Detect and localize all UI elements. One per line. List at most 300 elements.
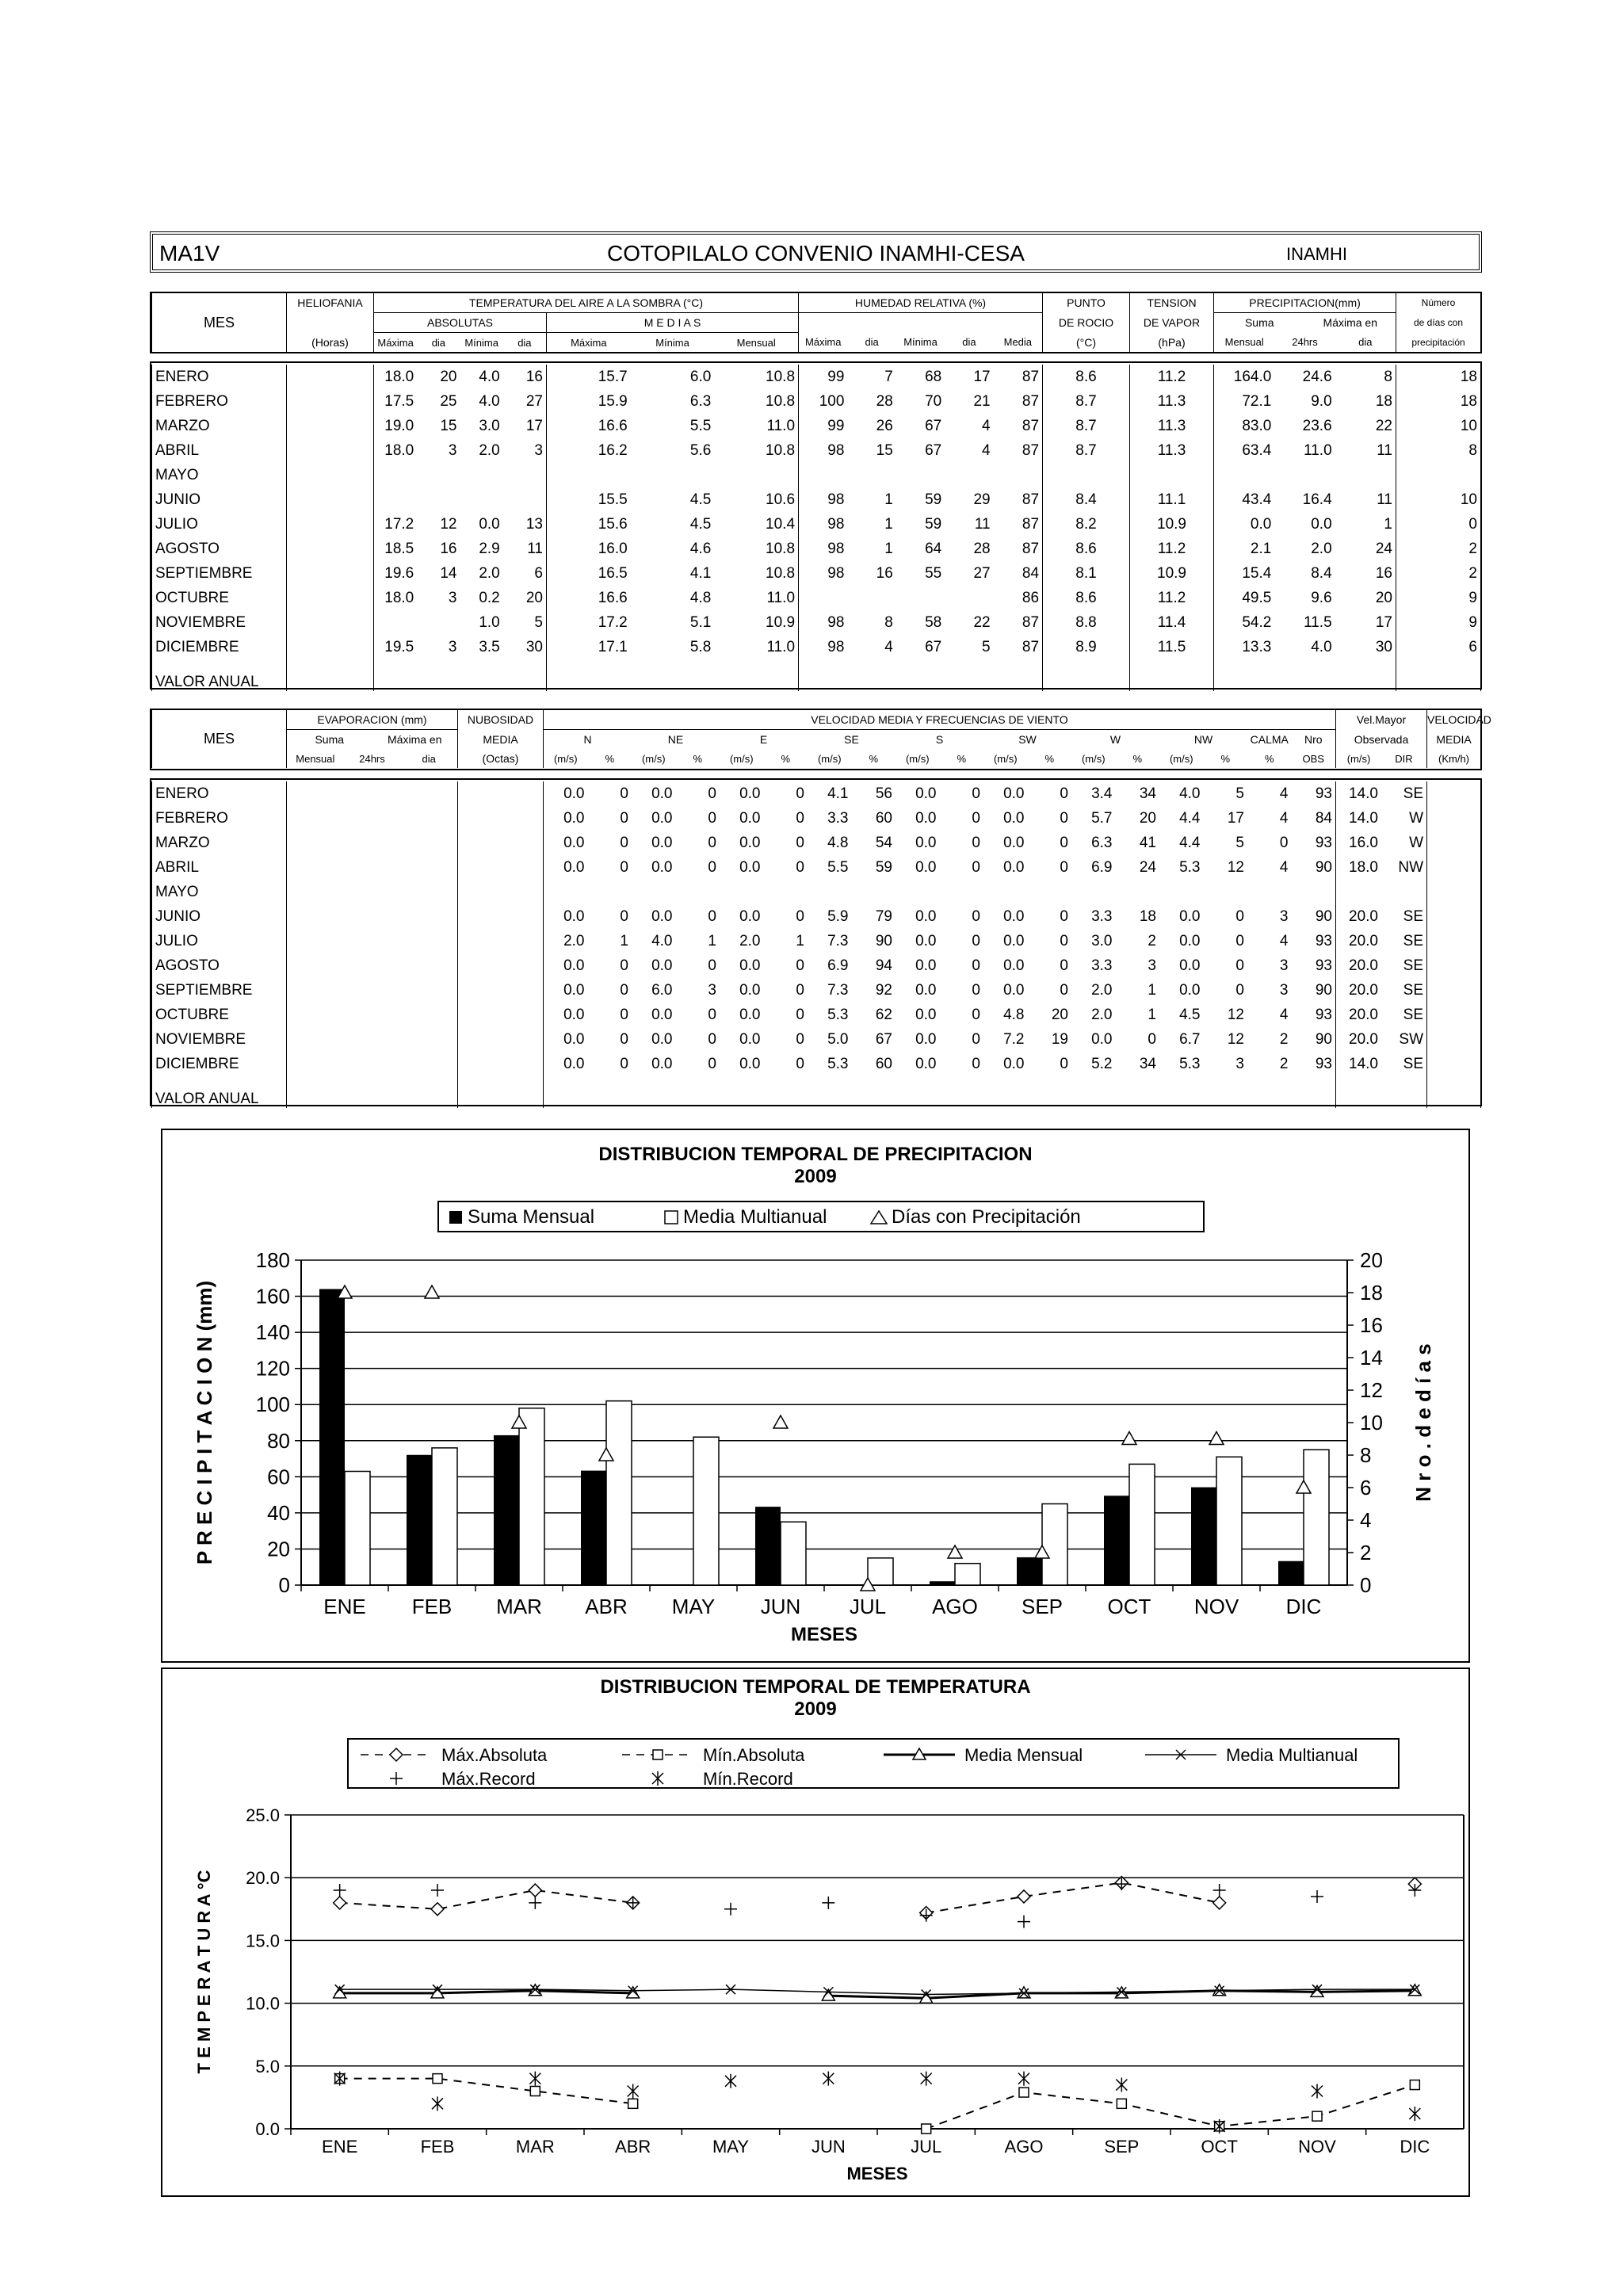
- data-cell: [1214, 487, 1396, 512]
- legend-marker: [653, 1750, 663, 1759]
- bar-suma-mensual: [1017, 1557, 1042, 1585]
- data-cell: [374, 512, 547, 537]
- cell-value: 4: [884, 638, 893, 655]
- cell-value: 16.5: [598, 564, 628, 582]
- cell-value: 17.2: [384, 515, 414, 533]
- data-cell: [287, 1052, 458, 1076]
- cell-value: 0.0: [915, 1055, 937, 1072]
- t2-velmayor-h2: Observada: [1336, 730, 1427, 750]
- cell-value: 4.1: [689, 564, 712, 582]
- data-cell: [1043, 365, 1130, 389]
- t1-precip-suma: Suma: [1244, 316, 1274, 330]
- t2-vm-dir: DIR: [1395, 752, 1413, 765]
- cell-value: 99: [827, 368, 845, 385]
- wind-unit-header: (m/s): [993, 752, 1018, 765]
- data-cell: [287, 904, 458, 929]
- data-cell: [547, 610, 799, 635]
- data-cell: [1043, 537, 1130, 561]
- data-cell: [1214, 365, 1396, 389]
- cell-value: 2: [1148, 932, 1156, 949]
- cell-value: 20: [440, 368, 457, 385]
- x-tick-label: AGO: [1004, 2137, 1044, 2157]
- data-cell: [799, 389, 1043, 414]
- anual-cell: [1214, 659, 1396, 691]
- cell-value: 30: [1375, 638, 1392, 655]
- anual-cell: [287, 1076, 458, 1108]
- table-row: [152, 1076, 1481, 1108]
- t1-tsub-6: Mensual: [736, 336, 776, 349]
- cell-value: 9: [1468, 589, 1477, 606]
- cell-value: 2.0: [739, 932, 761, 949]
- wind-dir-header: SW: [1018, 733, 1037, 746]
- data-cell: [287, 929, 458, 953]
- cell-value: 59: [875, 858, 892, 876]
- legend-swatch-suma: [449, 1211, 462, 1224]
- anual-cell: [374, 659, 547, 691]
- cell-value: 8.6: [1075, 368, 1097, 385]
- table-row: [152, 610, 1481, 635]
- cell-value: 11.1: [1157, 491, 1186, 508]
- data-cell: [1130, 586, 1214, 610]
- data-cell: [1130, 635, 1214, 659]
- y2-tick-label: 12: [1360, 1378, 1383, 1402]
- wind-unit-header: %: [1044, 752, 1055, 765]
- cell-value: 0.0: [651, 1006, 673, 1023]
- x-axis-label: MESES: [790, 1624, 858, 1645]
- cell-value: 1: [884, 491, 893, 508]
- data-cell: [799, 635, 1043, 659]
- cell-value: 16.4: [1302, 491, 1332, 508]
- cell-value: 10.8: [766, 564, 796, 582]
- t1-tsub-5: Mínima: [655, 336, 689, 349]
- data-cell: [287, 978, 458, 1003]
- cell-value: 20.0: [1349, 981, 1378, 999]
- table-row: [152, 487, 1481, 512]
- cell-value: 15.9: [598, 392, 628, 410]
- cell-value: 0.0: [915, 1030, 937, 1048]
- cell-value: 0.0: [1179, 932, 1201, 949]
- cell-value: 23.6: [1302, 417, 1332, 434]
- cell-value: 93: [1315, 932, 1332, 949]
- data-cell: [1427, 781, 1481, 806]
- data-cell: [544, 978, 1336, 1003]
- data-cell: [458, 831, 544, 855]
- wind-dir-header: NW: [1193, 733, 1213, 746]
- wind-unit-header: (m/s): [553, 752, 578, 765]
- cell-value: 12: [1227, 1030, 1244, 1048]
- cell-value: 20: [1139, 809, 1156, 827]
- cell-value: 0: [708, 834, 716, 851]
- data-cell: [458, 978, 544, 1003]
- cell-value: 98: [827, 441, 845, 459]
- station-title: COTOPILALO CONVENIO INAMHI-CESA: [607, 241, 1025, 266]
- cell-value: 17: [525, 417, 543, 434]
- cell-value: 93: [1315, 834, 1332, 851]
- month-label: JUNIO: [152, 487, 287, 512]
- cell-value: 8.8: [1075, 613, 1097, 631]
- t2-esub-1: 24hrs: [359, 752, 385, 765]
- data-cell: [1130, 438, 1214, 463]
- cell-value: 0: [620, 907, 628, 925]
- cell-value: 5.3: [1179, 1055, 1201, 1072]
- cell-value: 2.0: [1091, 1006, 1113, 1023]
- data-cell: [1130, 537, 1214, 561]
- data-cell: [1214, 635, 1396, 659]
- wind-dir-header: N: [583, 733, 592, 746]
- marker-max-record: [822, 1897, 834, 1909]
- cell-value: 0.0: [739, 1006, 761, 1023]
- y2-tick-label: 6: [1360, 1476, 1372, 1499]
- t1-hum-group: HUMEDAD RELATIVA (%): [799, 293, 1043, 313]
- bar-media-multianual: [955, 1564, 980, 1585]
- cell-value: 0.0: [1179, 981, 1201, 999]
- cell-value: 0: [1060, 834, 1068, 851]
- cell-value: 11: [974, 515, 991, 533]
- cell-value: 0.0: [739, 1055, 761, 1072]
- bar-media-multianual: [1129, 1464, 1155, 1585]
- data-cell: [544, 1003, 1336, 1027]
- cell-value: 3.0: [479, 417, 500, 434]
- cell-value: 11.0: [1304, 441, 1332, 459]
- data-cell: [1336, 1003, 1427, 1027]
- cell-value: [799, 590, 847, 607]
- cell-value: 3: [1279, 981, 1289, 999]
- cell-value: 98: [827, 613, 845, 631]
- cell-value: 11.0: [766, 638, 796, 655]
- table-row: [152, 781, 1481, 806]
- marker-min-absoluta: [1312, 2111, 1322, 2121]
- y-tick-label: 25.0: [246, 1805, 280, 1825]
- cell-value: 59: [925, 515, 942, 533]
- data-cell: [1043, 463, 1130, 487]
- cell-value: 21: [973, 392, 991, 410]
- data-cell: [544, 904, 1336, 929]
- cell-value: 8.6: [1075, 540, 1097, 557]
- t1-rocio-h2: DE ROCIO: [1043, 313, 1130, 333]
- cell-value: 8.1: [1075, 564, 1097, 582]
- cell-value: SE: [1403, 1055, 1423, 1072]
- cell-value: 6.0: [689, 368, 712, 385]
- data-cell: [287, 487, 374, 512]
- cell-value: 12: [1227, 1006, 1244, 1023]
- month-label: ABRIL: [152, 438, 287, 463]
- cell-value: NW: [1398, 858, 1423, 876]
- t1-psub-0: Mensual: [1224, 336, 1264, 349]
- cell-value: 0: [796, 834, 804, 851]
- temp-chart: [161, 1668, 1470, 2197]
- cell-value: 2.1: [1250, 540, 1272, 557]
- cell-value: 0.0: [915, 957, 937, 974]
- y-tick-label: 20: [267, 1537, 290, 1561]
- cell-value: 98: [827, 540, 845, 557]
- table-row: [152, 1003, 1481, 1027]
- marker-min-record: [1409, 2107, 1420, 2121]
- data-cell: [544, 806, 1336, 831]
- t2-nubo-h2: MEDIA: [458, 730, 544, 750]
- wind-unit-header: (m/s): [1169, 752, 1193, 765]
- cell-value: 93: [1315, 1055, 1332, 1072]
- month-label: ENERO: [152, 365, 287, 389]
- t2-wind-group: VELOCIDAD MEDIA Y FRECUENCIAS DE VIENTO: [544, 710, 1336, 730]
- x-tick-label: JUL: [911, 2137, 942, 2157]
- anual-cell: [799, 659, 1043, 691]
- cell-value: 5.3: [827, 1055, 849, 1072]
- cell-value: 0: [1060, 957, 1068, 974]
- marker-min-absoluta: [433, 2074, 442, 2084]
- bar-suma-mensual: [494, 1435, 519, 1585]
- wind-dir-header: E: [759, 733, 768, 746]
- cell-value: 11.5: [1304, 613, 1332, 631]
- marker-min-record: [1018, 2072, 1029, 2086]
- cell-value: 83.0: [1242, 417, 1272, 434]
- data-cell: [374, 463, 547, 487]
- data-cell: [374, 561, 547, 586]
- cell-value: 0: [796, 957, 804, 974]
- cell-value: 0.0: [1179, 907, 1201, 925]
- cell-value: 2.0: [1091, 981, 1113, 999]
- cell-value: 62: [875, 1006, 892, 1023]
- cell-value: W: [1409, 809, 1423, 827]
- month-label: NOVIEMBRE: [152, 1027, 287, 1052]
- data-cell: [1130, 463, 1214, 487]
- y-tick-label: 80: [267, 1428, 290, 1453]
- x-tick-label: ENE: [323, 1595, 366, 1618]
- cell-value: 0.0: [563, 809, 585, 827]
- cell-value: 3: [1279, 957, 1289, 974]
- table-row: [152, 831, 1481, 855]
- data-cell: [1336, 1052, 1427, 1076]
- data-cell: [1043, 389, 1130, 414]
- cell-value: 14: [440, 564, 457, 582]
- cell-value: 18: [1460, 368, 1477, 385]
- data-cell: [458, 880, 544, 904]
- marker-min-record: [823, 2072, 834, 2086]
- anual-label: VALOR ANUAL: [152, 1076, 287, 1108]
- wind-dir-header: SE: [844, 733, 859, 746]
- cell-value: 14.0: [1349, 809, 1378, 827]
- table2-body: [151, 781, 1481, 1108]
- wind-unit-header: (m/s): [1081, 752, 1106, 765]
- cell-value: 7.2: [1003, 1030, 1025, 1048]
- cell-value: 3.5: [479, 638, 500, 655]
- t1-vapor-h1: TENSION: [1130, 293, 1214, 313]
- legend-label: Mín.Absoluta: [703, 1745, 805, 1765]
- y2-tick-label: 18: [1360, 1281, 1383, 1305]
- wind-unit-header: %: [1264, 752, 1274, 765]
- cell-value: 0: [620, 1006, 628, 1023]
- cell-value: 5.6: [689, 441, 712, 459]
- wind-dir-header: W: [1109, 733, 1121, 746]
- cell-value: 72.1: [1242, 392, 1272, 410]
- x-tick-label: SEP: [1021, 1595, 1064, 1618]
- wind-unit-header: (m/s): [817, 752, 842, 765]
- cell-value: 0.0: [651, 858, 673, 876]
- data-cell: [374, 586, 547, 610]
- anual-cell: [547, 659, 799, 691]
- wind-unit-header: %: [1132, 752, 1143, 765]
- cell-value: 0: [972, 858, 980, 876]
- cell-value: 0: [1235, 907, 1244, 925]
- cell-value: 22: [1375, 417, 1392, 434]
- wind-unit-header: OBS: [1302, 752, 1324, 765]
- cell-value: 10.4: [766, 515, 796, 533]
- cell-value: 3: [1279, 907, 1289, 925]
- cell-value: 25: [440, 392, 457, 410]
- marker-max-record: [1115, 1878, 1128, 1890]
- cell-value: 5.7: [1091, 809, 1113, 827]
- cell-value: 0.0: [1003, 858, 1025, 876]
- cell-value: 0.0: [651, 907, 673, 925]
- cell-value: 6.9: [827, 957, 849, 974]
- marker-dias: [1122, 1432, 1136, 1445]
- table-row: [152, 635, 1481, 659]
- month-label: JULIO: [152, 929, 287, 953]
- data-cell: [458, 1027, 544, 1052]
- cell-value: 87: [1022, 368, 1040, 385]
- data-cell: [287, 365, 374, 389]
- legend-swatch-media: [665, 1211, 678, 1224]
- data-cell: [799, 414, 1043, 438]
- cell-value: 4.0: [479, 368, 500, 385]
- data-cell: [1214, 512, 1396, 537]
- t1-rocio-h1: PUNTO: [1043, 293, 1130, 313]
- cell-value: 0: [972, 907, 980, 925]
- cell-value: 5.8: [689, 638, 712, 655]
- data-cell: [544, 953, 1336, 978]
- cell-value: 10.8: [766, 368, 796, 385]
- cell-value: 26: [876, 417, 893, 434]
- data-cell: [799, 610, 1043, 635]
- marker-max-absoluta: [431, 1903, 444, 1916]
- cell-value: 0.0: [915, 981, 937, 999]
- cell-value: 3: [448, 589, 457, 606]
- data-cell: [1214, 537, 1396, 561]
- month-label: SEPTIEMBRE: [152, 561, 287, 586]
- y2-tick-label: 20: [1360, 1248, 1383, 1272]
- t2-velmedia-h1: VELOCIDAD: [1427, 710, 1481, 730]
- data-cell: [1130, 610, 1214, 635]
- cell-value: 0: [1060, 1055, 1068, 1072]
- marker-min-record: [921, 2072, 932, 2086]
- data-cell: [1214, 389, 1396, 414]
- cell-value: 3: [534, 441, 543, 459]
- cell-value: 5.5: [827, 858, 849, 876]
- cell-value: 0.2: [479, 589, 500, 606]
- cell-value: 0.0: [563, 907, 585, 925]
- cell-value: 0.0: [739, 834, 761, 851]
- cell-value: [945, 590, 993, 607]
- data-cell: [1396, 438, 1481, 463]
- cell-value: 6: [1468, 638, 1477, 655]
- cell-value: 67: [925, 417, 942, 434]
- cell-value: 0.0: [915, 1006, 937, 1023]
- t2-velmedia-h2: MEDIA: [1427, 730, 1481, 750]
- cell-value: 17: [1227, 809, 1244, 827]
- cell-value: 93: [1315, 785, 1332, 802]
- month-label: MARZO: [152, 831, 287, 855]
- cell-value: 0.0: [563, 957, 585, 974]
- anual-cell: [1043, 659, 1130, 691]
- marker-max-record: [1311, 1890, 1323, 1903]
- cell-value: 0.0: [651, 1055, 673, 1072]
- cell-value: 0: [972, 981, 980, 999]
- marker-dias: [948, 1545, 962, 1558]
- data-cell: [1336, 904, 1427, 929]
- cell-value: 0: [796, 858, 804, 876]
- cell-value: 4: [1279, 858, 1289, 876]
- t1-psub-2: dia: [1358, 336, 1373, 349]
- cell-value: 43.4: [1242, 491, 1272, 508]
- month-label: MAYO: [152, 463, 287, 487]
- cell-value: 0: [708, 1006, 716, 1023]
- table-row: [152, 1052, 1481, 1076]
- data-cell: [287, 953, 458, 978]
- cell-value: 0: [708, 809, 716, 827]
- month-label: FEBRERO: [152, 389, 287, 414]
- data-cell: [1130, 365, 1214, 389]
- cell-value: 27: [973, 564, 991, 582]
- chart-title: DISTRIBUCION TEMPORAL DE TEMPERATURA: [600, 1676, 1031, 1698]
- t1-ndias-h1: Número: [1396, 293, 1481, 313]
- cell-value: 20.0: [1349, 907, 1378, 925]
- station-org: INAMHI: [1286, 244, 1347, 264]
- cell-value: 0: [708, 907, 716, 925]
- cell-value: 24.6: [1302, 368, 1332, 385]
- t1-hsub-1: dia: [865, 336, 879, 349]
- cell-value: 28: [876, 392, 893, 410]
- cell-value: 87: [1022, 638, 1040, 655]
- cell-value: 4: [1279, 785, 1289, 802]
- data-cell: [374, 365, 547, 389]
- cell-value: 4.8: [827, 834, 849, 851]
- cell-value: 11.5: [1157, 638, 1186, 655]
- data-cell: [544, 855, 1336, 880]
- cell-value: 18: [1139, 907, 1156, 925]
- cell-value: 20: [1051, 1006, 1068, 1023]
- data-cell: [1043, 561, 1130, 586]
- cell-value: [374, 614, 417, 632]
- data-cell: [1427, 855, 1481, 880]
- bar-media-multianual: [693, 1437, 719, 1585]
- legend-media: Media Multianual: [683, 1206, 827, 1228]
- marker-dias: [1209, 1432, 1224, 1445]
- cell-value: 0: [796, 809, 804, 827]
- t1-vapor-h2: DE VAPOR: [1130, 313, 1214, 333]
- cell-value: 0: [620, 785, 628, 802]
- table-row: [152, 855, 1481, 880]
- cell-value: 7.3: [827, 981, 849, 999]
- y-tick-label: 15.0: [246, 1931, 280, 1951]
- data-cell: [547, 487, 799, 512]
- cell-value: 0.0: [1003, 785, 1025, 802]
- y-tick-label: 5.0: [255, 2056, 280, 2076]
- cell-value: 8: [884, 613, 893, 631]
- month-label: OCTUBRE: [152, 1003, 287, 1027]
- cell-value: 17: [973, 368, 991, 385]
- table-row: [152, 537, 1481, 561]
- bar-suma-mensual: [755, 1507, 781, 1585]
- cell-value: 3: [448, 638, 457, 655]
- cell-value: 29: [973, 491, 991, 508]
- cell-value: 7.3: [827, 932, 849, 949]
- cell-value: 41: [1139, 834, 1156, 851]
- cell-value: 4: [1279, 932, 1289, 949]
- line-media-mensual: [340, 1991, 633, 1993]
- cell-value: 0.0: [563, 981, 585, 999]
- table1-header: [150, 292, 1482, 353]
- marker-max-record: [724, 1903, 737, 1916]
- cell-value: 34: [1139, 785, 1156, 802]
